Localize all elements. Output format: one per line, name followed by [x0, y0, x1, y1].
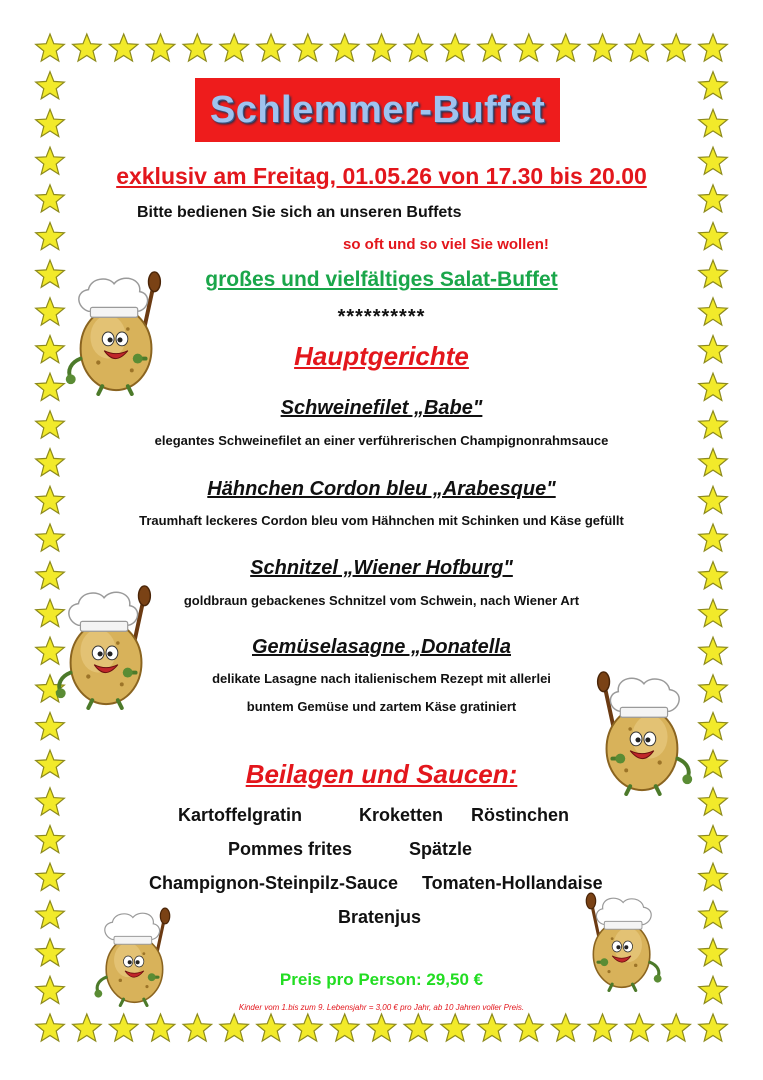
side-item: Kartoffelgratin [178, 805, 303, 825]
star-icon [367, 34, 396, 61]
star-icon [478, 1014, 507, 1041]
potato-chef-icon [572, 890, 668, 992]
star-icon [699, 1014, 728, 1041]
main-heading: Hauptgerichte [294, 341, 469, 371]
star-icon [73, 34, 102, 61]
star-icon [36, 524, 65, 551]
dish-desc: elegantes Schweinefilet an einer verführerischen Champignonrahmsauce [154, 433, 609, 448]
dish-desc: Traumhaft leckeres Cordon bleu vom Hähnchen mit Schinken und Käse gefüllt [139, 513, 624, 528]
star-icon [441, 1014, 470, 1041]
star-icon [183, 34, 212, 61]
separator: ********** [337, 306, 426, 328]
star-icon [551, 34, 580, 61]
star-icon [662, 1014, 691, 1041]
star-icon [146, 34, 175, 61]
dish-name: Gemüselasagne „Donatella [252, 636, 511, 658]
star-icon [36, 72, 65, 99]
star-icon [36, 826, 65, 853]
star-icon [441, 34, 470, 61]
star-icon [699, 524, 728, 551]
star-icon [699, 826, 728, 853]
side-item: Pommes frites [228, 839, 353, 859]
star-icon [109, 34, 137, 61]
star-icon [699, 863, 728, 890]
star-icon [404, 1014, 433, 1041]
star-icon [220, 34, 249, 61]
star-icon [330, 1014, 359, 1041]
star-icon [699, 788, 728, 815]
potato-chef-icon [58, 268, 178, 396]
star-icon [294, 1014, 323, 1041]
dish-desc: buntem Gemüse und zartem Käse gratiniert [246, 699, 517, 714]
star-icon [220, 1014, 249, 1041]
side-item: Röstinchen [471, 805, 570, 825]
star-icon [478, 34, 507, 61]
star-icon [404, 34, 433, 61]
star-icon [699, 901, 728, 928]
side-item: Bratenjus [338, 907, 422, 927]
star-icon [699, 109, 728, 136]
star-icon [257, 1014, 286, 1041]
star-icon [699, 223, 728, 250]
side-item: Tomaten-Hollandaise [422, 873, 603, 893]
star-icon [515, 34, 544, 61]
star-icon [36, 713, 65, 740]
dish-desc: delikate Lasagne nach italienischem Rezept mit allerlei [212, 671, 551, 686]
dish-desc: goldbraun gebackenes Schnitzel vom Schwein, nach Wiener Art [183, 593, 580, 608]
star-icon [367, 1014, 396, 1041]
date-line: exklusiv am Freitag, 01.05.26 von 17.30 bis 20.00 [116, 163, 647, 189]
star-icon [36, 34, 65, 61]
dish-name: Hähnchen Cordon bleu „Arabesque" [207, 478, 556, 500]
star-icon [73, 1014, 102, 1041]
potato-chef-icon [580, 668, 700, 796]
star-icon [257, 34, 286, 61]
star-icon [699, 939, 728, 966]
star-icon [551, 1014, 580, 1041]
star-icon [699, 713, 728, 740]
star-icon [588, 1014, 617, 1041]
star-icon [330, 34, 359, 61]
star-icon [294, 34, 323, 61]
intro-line: Bitte bedienen Sie sich an unseren Buffets [137, 204, 462, 221]
potato-chef-icon [48, 582, 168, 710]
star-icon [515, 1014, 544, 1041]
star-icon [36, 939, 65, 966]
star-icon [36, 863, 65, 890]
star-icon [146, 1014, 175, 1041]
title-banner [195, 78, 560, 142]
star-icon [36, 449, 65, 476]
price-line: Preis pro Person: 29,50 € [279, 970, 484, 989]
salad-line: großes und vielfältiges Salat-Buffet [205, 268, 558, 291]
side-item: Kroketten [359, 805, 444, 825]
star-icon [36, 788, 65, 815]
star-icon [36, 1014, 65, 1041]
potato-chef-icon [88, 905, 184, 1007]
intro-line-2: so oft und so viel Sie wollen! [343, 236, 549, 253]
star-icon [625, 34, 654, 61]
star-icon [183, 1014, 212, 1041]
dish-name: Schnitzel „Wiener Hofburg" [250, 557, 513, 579]
star-icon [109, 1014, 137, 1041]
star-icon [625, 1014, 654, 1041]
star-icon [588, 34, 617, 61]
star-icon [36, 901, 65, 928]
children-note: Kinder vom 1.bis zum 9. Lebensjahr = 3,00 € pro Jahr, ab 10 Jahren voller Preis. [238, 1003, 525, 1012]
title: Schlemmer-Buffet [209, 88, 546, 131]
dish-name: Schweinefilet „Babe" [280, 397, 483, 419]
star-icon [699, 449, 728, 476]
star-icon [699, 72, 728, 99]
side-item: Spätzle [409, 839, 473, 859]
star-icon [36, 109, 65, 136]
side-item: Champignon-Steinpilz-Sauce [149, 873, 399, 893]
star-icon [36, 223, 65, 250]
star-icon [699, 34, 728, 61]
star-icon [662, 34, 691, 61]
sides-heading: Beilagen und Saucen: [245, 759, 518, 789]
